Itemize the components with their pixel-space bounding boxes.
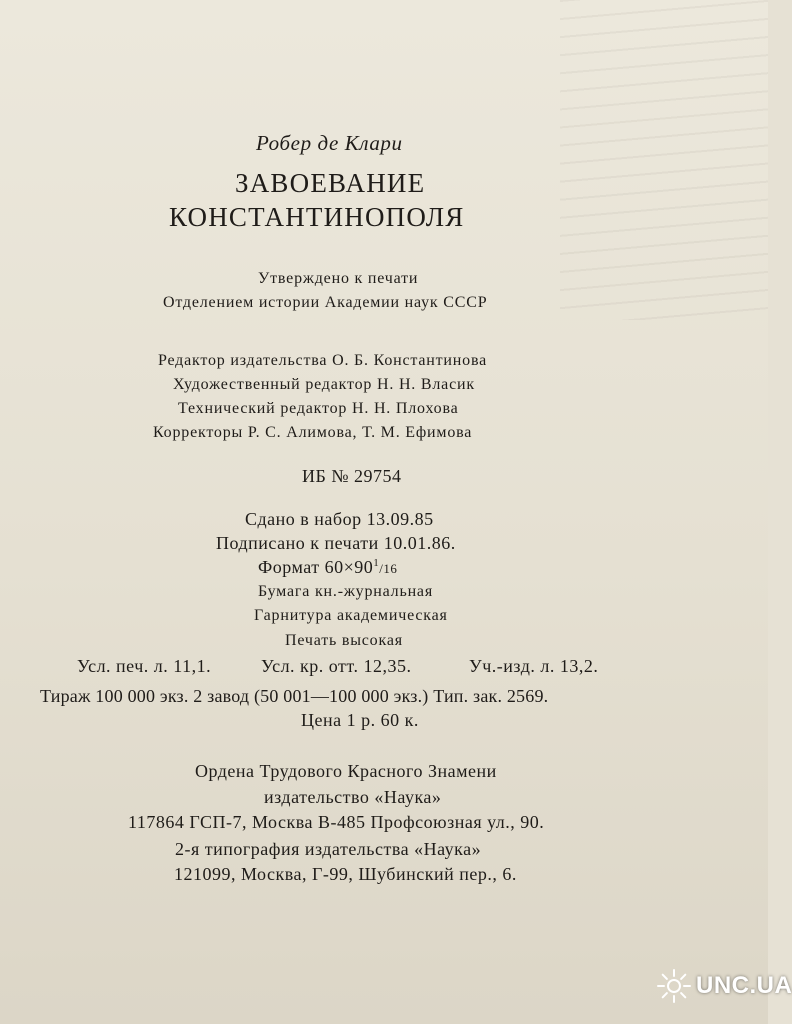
signed-date: Подписано к печати 10.01.86. <box>216 533 456 553</box>
price: Цена 1 р. 60 к. <box>301 710 419 730</box>
watermark-text: UNC.UA <box>696 972 792 999</box>
format-fraction: /16 <box>379 561 398 576</box>
printing-house: 2-я типография издательства «Наука» <box>175 839 482 859</box>
site-watermark <box>656 966 792 1006</box>
editor-publishing: Редактор издательства О. Б. Константинова <box>158 352 487 369</box>
sunburst-icon <box>656 968 692 1004</box>
editor-art: Художественный редактор Н. Н. Власик <box>173 376 475 393</box>
typeface: Гарнитура академическая <box>254 607 448 624</box>
paper-type: Бумага кн.-журнальная <box>258 583 433 600</box>
format-value: Формат 60×90 <box>258 557 374 577</box>
format-line <box>258 557 397 578</box>
author-name: Робер де Клари <box>256 131 403 155</box>
typeset-date: Сдано в набор 13.09.85 <box>245 509 434 529</box>
book-title-line2: КОНСТАНТИНОПОЛЯ <box>169 202 465 232</box>
book-title-line1: ЗАВОЕВАНИЕ <box>235 168 426 198</box>
format-superscript: 1 <box>373 557 380 569</box>
bleed-through-text <box>560 0 768 320</box>
print-run: Тираж 100 000 экз. 2 завод (50 001—100 000 экз.) Тип. зак. 2569. <box>40 686 549 706</box>
proofreaders: Корректоры Р. С. Алимова, Т. М. Ефимова <box>153 424 473 441</box>
publisher-order: Ордена Трудового Красного Знамени <box>195 761 497 781</box>
publishing-sheets: Уч.-изд. л. 13,2. <box>469 656 599 676</box>
printing-method: Печать высокая <box>285 632 403 649</box>
printing-house-address: 121099, Москва, Г-99, Шубинский пер., 6. <box>174 864 517 884</box>
printed-sheets: Усл. печ. л. 11,1. <box>77 656 212 676</box>
publisher-address: 117864 ГСП-7, Москва В-485 Профсоюзная ул., 90. <box>128 812 545 832</box>
color-sheets: Усл. кр. отт. 12,35. <box>261 656 412 676</box>
editor-technical: Технический редактор Н. Н. Плохова <box>178 400 459 417</box>
ib-number: ИБ № 29754 <box>302 466 402 486</box>
approval-line1: Утверждено к печати <box>258 270 419 287</box>
approval-line2: Отделением истории Академии наук СССР <box>163 294 488 311</box>
publisher-name: издательство «Наука» <box>264 787 442 807</box>
